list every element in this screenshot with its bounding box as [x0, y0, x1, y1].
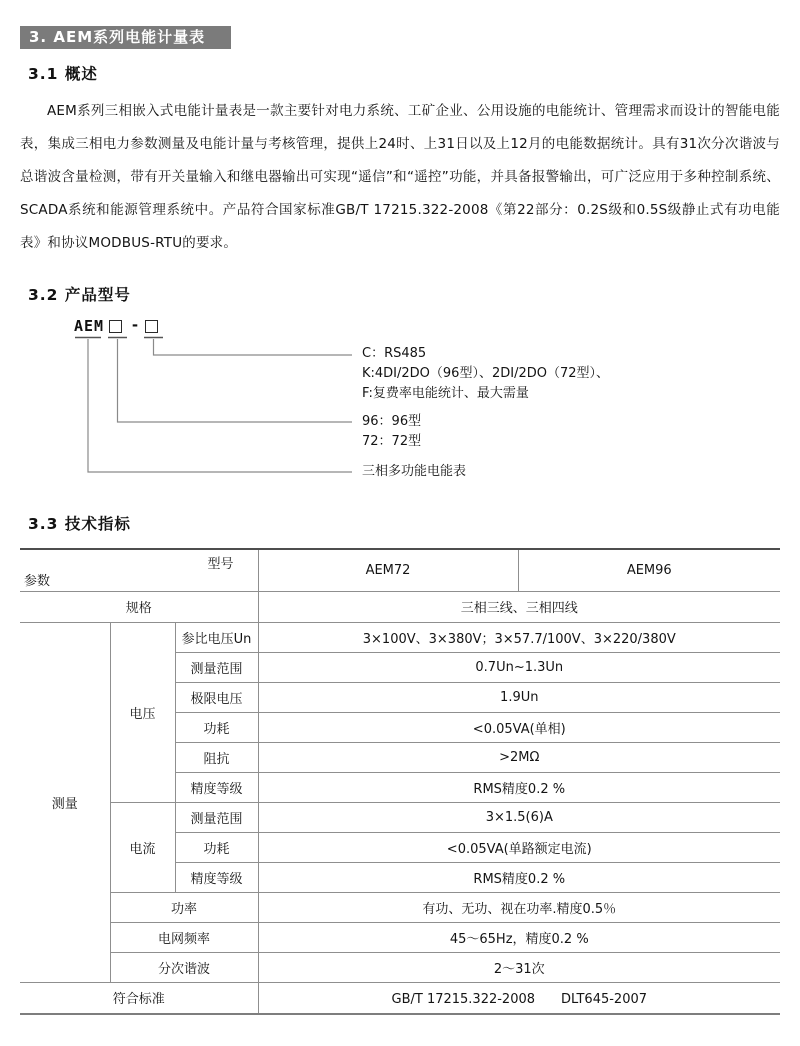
model-box-size: [109, 320, 122, 333]
row-value: <0.05VA(单相): [258, 712, 780, 742]
spec-table-wrapper: [20, 548, 780, 1015]
branch-size-line-1: 96：96型: [362, 414, 422, 429]
standard-label: 符合标准: [20, 982, 258, 1014]
row-value: <0.05VA(单路额定电流): [258, 832, 780, 862]
branch-comm-line-2: K:4DI/2DO（96型）、2DI/2DO（72型）、: [362, 366, 610, 381]
branch-size-line-2: 72：72型: [362, 434, 422, 449]
group-cell-voltage: 电压: [110, 622, 175, 802]
row-label: 分次谐波: [110, 952, 258, 982]
row-label: 功率: [110, 892, 258, 922]
corner-label-param: 参数: [24, 573, 51, 589]
group-cell-measure: 测量: [20, 622, 110, 982]
row-value: 有功、无功、视在功率.精度0.5％: [258, 892, 780, 922]
row-label: 精度等级: [175, 772, 258, 802]
table-row-header: [20, 549, 780, 591]
section-banner-title: 3. AEM系列电能计量表: [29, 28, 206, 46]
table-row: [20, 802, 780, 832]
row-label: 电网频率: [110, 922, 258, 952]
spec-label: 规格: [20, 591, 258, 622]
row-label: 测量范围: [175, 802, 258, 832]
model-code-diagram: [20, 313, 780, 493]
table-row-spec: [20, 591, 780, 622]
corner-label-model: 型号: [207, 557, 234, 572]
row-label: 精度等级: [175, 862, 258, 892]
row-label: 功耗: [175, 832, 258, 862]
table-row: [20, 922, 780, 952]
model-heading: 3.2 产品型号: [28, 286, 131, 304]
table-row: [20, 622, 780, 652]
row-label: 测量范围: [175, 652, 258, 682]
overview-heading: 3.1 概述: [28, 65, 98, 83]
row-label: 极限电压: [175, 682, 258, 712]
table-row: [20, 952, 780, 982]
branch-base-line: 三相多功能电能表: [362, 464, 467, 479]
branch-label-base: [362, 462, 466, 482]
branch-label-size: [362, 412, 421, 452]
table-corner-cell: [20, 549, 258, 591]
row-value: 3×100V、3×380V；3×57.7/100V、3×220/380V: [258, 622, 780, 652]
standard-value: GB/T 17215.322-2008 DLT645-2007: [258, 982, 780, 1014]
column-header-aem96: AEM96: [518, 549, 780, 591]
row-value: 3×1.5(6)A: [258, 802, 780, 832]
group-cell-current: 电流: [110, 802, 175, 892]
column-header-aem72: AEM72: [258, 549, 518, 591]
branch-comm-line-1: C：RS485: [362, 346, 427, 361]
row-value: >2MΩ: [258, 742, 780, 772]
row-label: 参比电压Un: [175, 622, 258, 652]
model-dash: -: [131, 316, 139, 334]
row-value: RMS精度0.2 %: [258, 862, 780, 892]
model-prefix: AEM: [74, 317, 105, 335]
overview-paragraph: AEM系列三相嵌入式电能计量表是一款主要针对电力系统、工矿企业、公用设施的电能统计、管理需求而设计的智能电能表，集成三相电力参数测量及电能计量与考核管理，提供上24时、上31日以及上12月的电能数据统计。具有31次分次谐波与总谐波含量检测，带有开关量输入和继电器输出可实现“遥信”和“遥控”功能，并具备报警输出，可广泛应用于多种控制系统、SCADA系统和能源管理系统中。产品符合国家标准GB/T 17215.322-2008《第22部分：0.2S级和0.5S级静止式有功电能表》和协议MODBUS-RTU的要求。: [20, 103, 780, 251]
row-value: RMS精度0.2 %: [258, 772, 780, 802]
row-label: 功耗: [175, 712, 258, 742]
branch-comm-line-3: F:复费率电能统计、最大需量: [362, 386, 529, 401]
spec-heading: 3.3 技术指标: [28, 515, 131, 533]
spec-value: 三相三线、三相四线: [258, 591, 780, 622]
row-value: 2～31次: [258, 952, 780, 982]
row-value: 1.9Un: [258, 682, 780, 712]
section-banner: [20, 26, 231, 49]
spec-table: [20, 548, 780, 1015]
branch-label-comm: [362, 344, 609, 404]
row-label: 阻抗: [175, 742, 258, 772]
table-row-standard: [20, 982, 780, 1014]
row-value: 0.7Un~1.3Un: [258, 652, 780, 682]
row-value: 45～65Hz，精度0.2 %: [258, 922, 780, 952]
model-box-function: [145, 320, 158, 333]
table-row: [20, 892, 780, 922]
